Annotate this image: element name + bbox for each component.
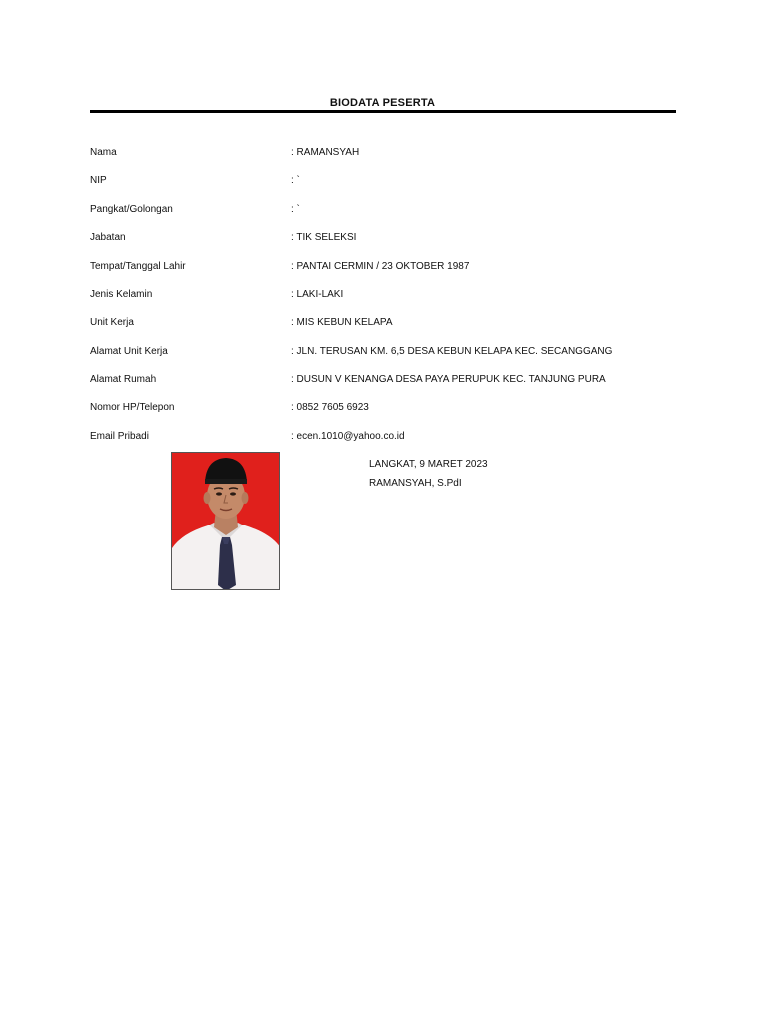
portrait-illustration (172, 453, 280, 590)
field-value: : PANTAI CERMIN / 23 OKTOBER 1987 (291, 261, 470, 272)
profile-photo (171, 452, 280, 590)
field-label: Unit Kerja (90, 317, 134, 328)
field-label: Pangkat/Golongan (90, 204, 173, 215)
field-value: : JLN. TERUSAN KM. 6,5 DESA KEBUN KELAPA KEC. SECANGGANG (291, 346, 613, 357)
field-row-email (90, 430, 690, 444)
field-row-ttl (90, 260, 690, 274)
field-value: : 0852 7605 6923 (291, 402, 369, 413)
field-row-nip (90, 174, 690, 188)
field-value: : LAKI-LAKI (291, 289, 344, 300)
field-label: Alamat Unit Kerja (90, 346, 168, 357)
field-row-alamat-rumah (90, 373, 690, 387)
field-label: Jenis Kelamin (90, 289, 153, 300)
field-label: NIP (90, 175, 107, 186)
field-value: : DUSUN V KENANGA DESA PAYA PERUPUK KEC. TANJUNG PURA (291, 374, 606, 385)
field-value: : ` (291, 204, 300, 215)
field-row-nama (90, 146, 690, 160)
field-label: Jabatan (90, 232, 126, 243)
field-row-jabatan (90, 231, 690, 245)
signature-name: RAMANSYAH, S.PdI (369, 478, 462, 489)
field-row-nomor-hp (90, 401, 690, 415)
field-row-unit-kerja (90, 316, 690, 330)
document-title: BIODATA PESERTA (329, 97, 436, 109)
field-value: : ecen.1010@yahoo.co.id (291, 431, 405, 442)
field-label: Email Pribadi (90, 431, 149, 442)
field-label: Alamat Rumah (90, 374, 157, 385)
field-row-pangkat (90, 203, 690, 217)
field-label: Nomor HP/Telepon (90, 402, 175, 413)
field-row-jenis-kelamin (90, 288, 690, 302)
title-underline (90, 110, 676, 113)
signature-place-date: LANGKAT, 9 MARET 2023 (369, 459, 488, 470)
field-value: : TIK SELEKSI (291, 232, 357, 243)
field-value: : MIS KEBUN KELAPA (291, 317, 393, 328)
field-label: Tempat/Tanggal Lahir (90, 261, 186, 272)
field-label: Nama (90, 147, 117, 158)
field-row-alamat-unit-kerja (90, 345, 690, 359)
field-value: : ` (291, 175, 300, 186)
field-value: : RAMANSYAH (291, 147, 360, 158)
